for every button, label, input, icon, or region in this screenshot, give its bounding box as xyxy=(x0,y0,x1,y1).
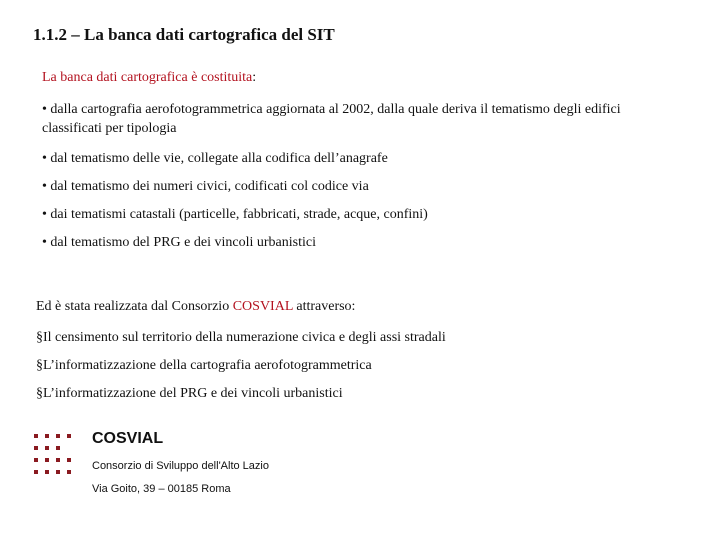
realization-line xyxy=(36,299,355,315)
logo-dot xyxy=(45,434,49,438)
bullet-item: • dai tematismi catastali (particelle, fabbricati, strade, acque, confini) xyxy=(42,207,428,222)
org-subtitle: Consorzio di Sviluppo dell'Alto Lazio xyxy=(92,460,269,472)
realization-prefix: Ed è stata realizzata dal Consorzio xyxy=(36,299,233,314)
cosvial-highlight: COSVIAL xyxy=(232,299,293,314)
activity-item: §Il censimento sul territorio della numerazione civica e degli assi stradali xyxy=(36,330,446,345)
logo-dot xyxy=(56,446,60,450)
logo-dot xyxy=(34,446,38,450)
realization-suffix: attraverso: xyxy=(292,299,356,314)
logo-dot xyxy=(56,470,60,474)
bullet-list xyxy=(42,100,682,261)
bullet-item: • dal tematismo delle vie, collegate alla codifica dell’anagrafe xyxy=(42,151,388,166)
logo-dot xyxy=(34,434,38,438)
logo-dot xyxy=(67,434,71,438)
slide-title: 1.1.2 – La banca dati cartografica del SIT xyxy=(33,25,335,44)
bullet-item: • dalla cartografia aerofotogrammetrica aggiornata al 2002, dalla quale deriva il tematismo degli edifici classificati per tipologia xyxy=(42,102,621,136)
org-address: Via Goito, 39 – 00185 Roma xyxy=(92,483,231,495)
intro-line xyxy=(42,70,256,86)
logo-dot xyxy=(67,458,71,462)
logo-dot xyxy=(45,446,49,450)
logo-dot xyxy=(45,458,49,462)
bullet-item: • dal tematismo dei numeri civici, codificati col codice via xyxy=(42,179,369,194)
intro-colon: : xyxy=(252,70,257,85)
logo-dot xyxy=(34,470,38,474)
intro-heading: La banca dati cartografica è costituita xyxy=(42,70,253,85)
bullet-item: • dal tematismo del PRG e dei vincoli urbanistici xyxy=(42,235,316,250)
logo-dot xyxy=(45,470,49,474)
logo-dot xyxy=(34,458,38,462)
activity-item: §L’informatizzazione del PRG e dei vincoli urbanistici xyxy=(36,386,343,401)
activity-list xyxy=(36,328,446,412)
logo-dot xyxy=(67,470,71,474)
activity-item: §L’informatizzazione della cartografia aerofotogrammetrica xyxy=(36,358,372,373)
logo-dot xyxy=(56,458,60,462)
logo-dot xyxy=(56,434,60,438)
org-name: COSVIAL xyxy=(92,430,164,447)
cosvial-logo-icon xyxy=(34,432,78,478)
